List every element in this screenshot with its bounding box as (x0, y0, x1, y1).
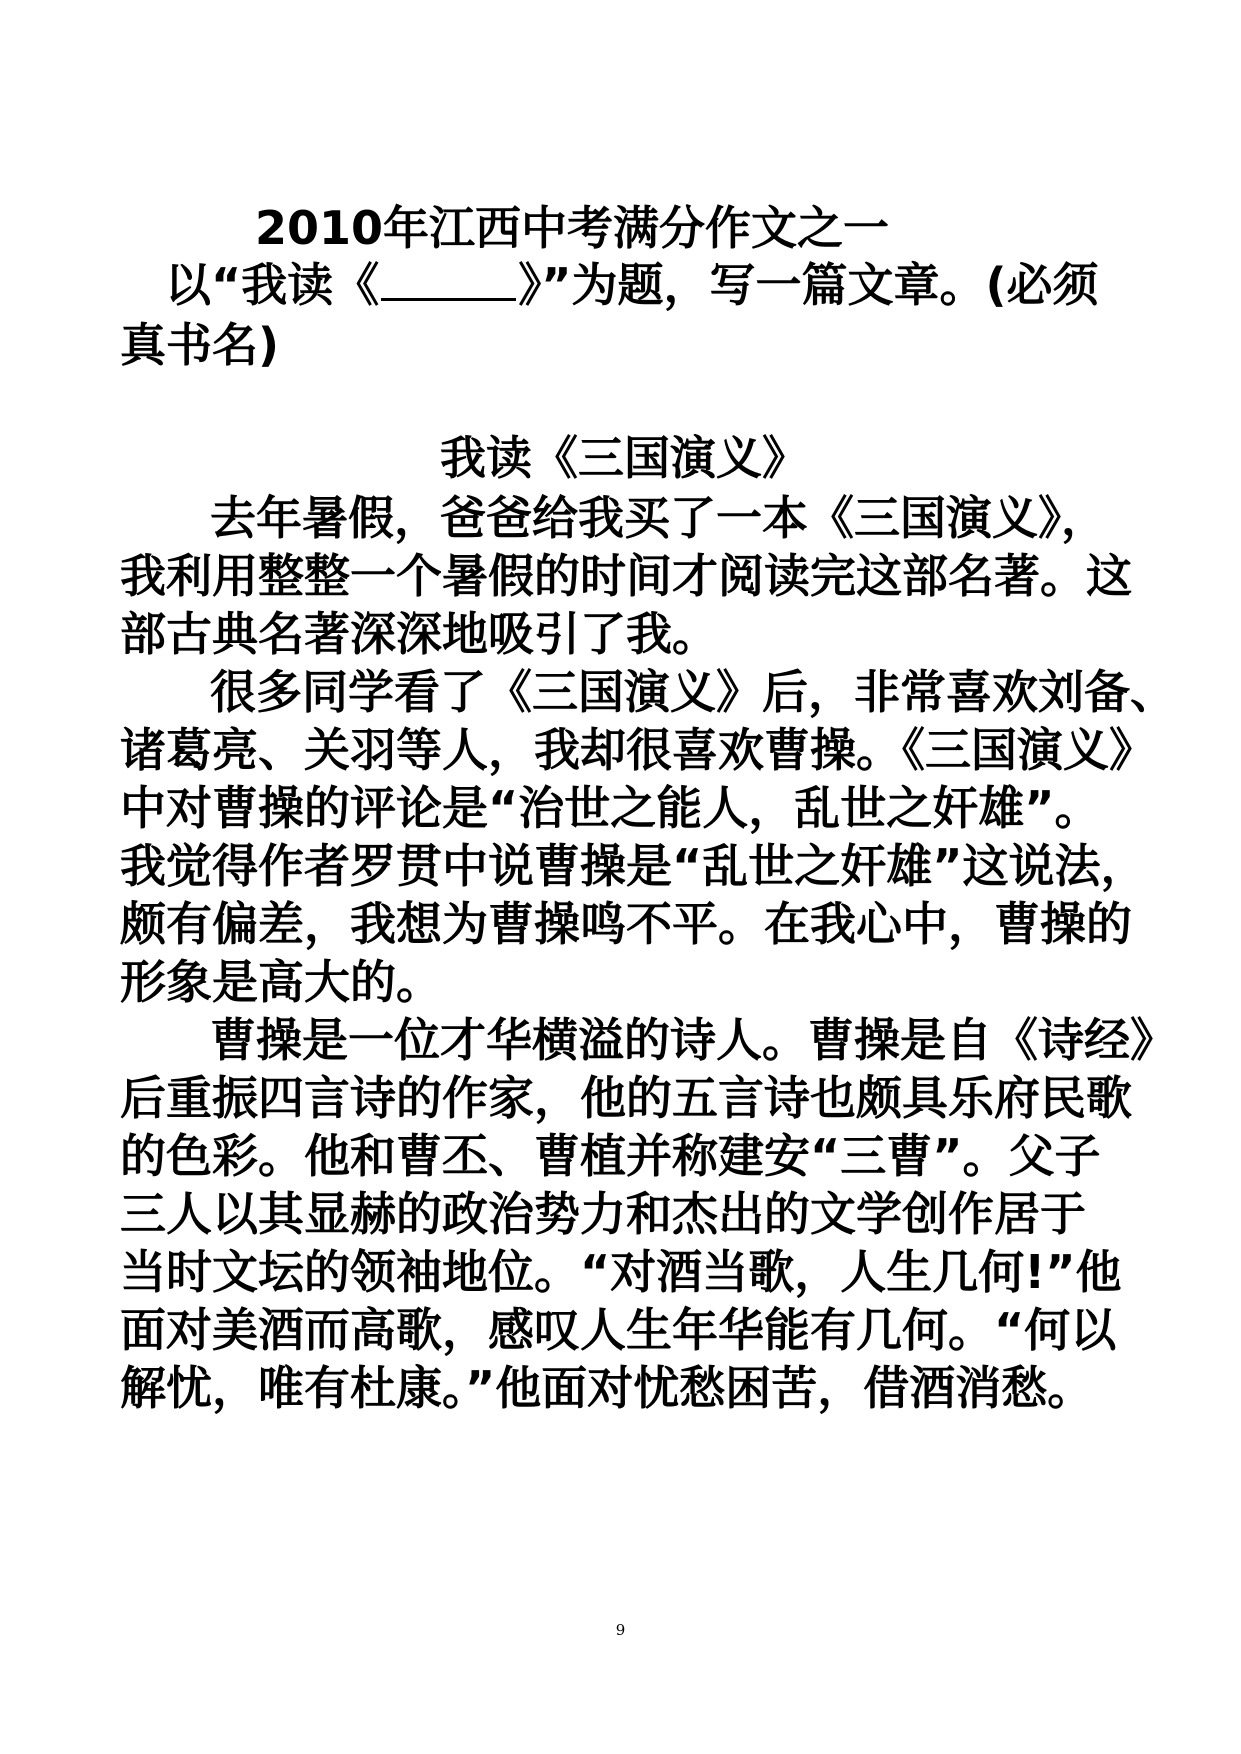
paragraph-2-line-2: 诸葛亮、关羽等人，我却很喜欢曹操。《三国演义》 (120, 723, 1155, 777)
paragraph-2-line-1: 很多同学看了《三国演义》后，非常喜欢刘备、 (210, 665, 1176, 719)
paragraph-2-line-3: 中对曹操的评论是“治世之能人，乱世之奸雄”。 (120, 781, 1101, 835)
prompt-text-before-blank: 以“我读《 (165, 258, 380, 312)
paragraph-3-line-4: 三人以其显赫的政治势力和杰出的文学创作居于 (120, 1187, 1086, 1241)
prompt-line-2: 真书名) (120, 318, 280, 372)
fill-in-blank (381, 258, 516, 301)
paragraph-2-line-6: 形象是高大的。 (120, 955, 442, 1009)
page-number: 9 (615, 1621, 626, 1639)
prompt-line-1 (165, 252, 1099, 318)
paragraph-1-line-3: 部古典名著深深地吸引了我。 (120, 607, 718, 661)
essay-title: 我读《三国演义》 (440, 431, 808, 485)
document-title: 2010年江西中考满分作文之一 (255, 201, 890, 255)
paragraph-1-line-2: 我利用整整一个暑假的时间才阅读完这部名著。这 (120, 549, 1132, 603)
paragraph-3-line-1: 曹操是一位才华横溢的诗人。曹操是自《诗经》 (210, 1013, 1176, 1067)
paragraph-2-line-5: 颇有偏差，我想为曹操鸣不平。在我心中，曹操的 (120, 897, 1132, 951)
paragraph-3-line-2: 后重振四言诗的作家，他的五言诗也颇具乐府民歌 (120, 1071, 1132, 1125)
paragraph-3-line-6: 面对美酒而高歌，感叹人生年华能有几何。“何以 (120, 1303, 1117, 1357)
paragraph-3-line-5: 当时文坛的领袖地位。“对酒当歌，人生几何!”他 (120, 1245, 1122, 1299)
prompt-text-after-blank: 》”为题，写一篇文章。(必须 (518, 258, 1099, 312)
paragraph-2-line-4: 我觉得作者罗贯中说曹操是“乱世之奸雄”这说法， (120, 839, 1147, 893)
paragraph-3-line-7: 解忧，唯有杜康。”他面对忧愁困苦，借酒消愁。 (120, 1361, 1094, 1415)
paragraph-1-line-1: 去年暑假，爸爸给我买了一本《三国演义》， (210, 491, 1107, 545)
paragraph-3-line-3: 的色彩。他和曹丕、曹植并称建安“三曹”。父子 (120, 1129, 1101, 1183)
